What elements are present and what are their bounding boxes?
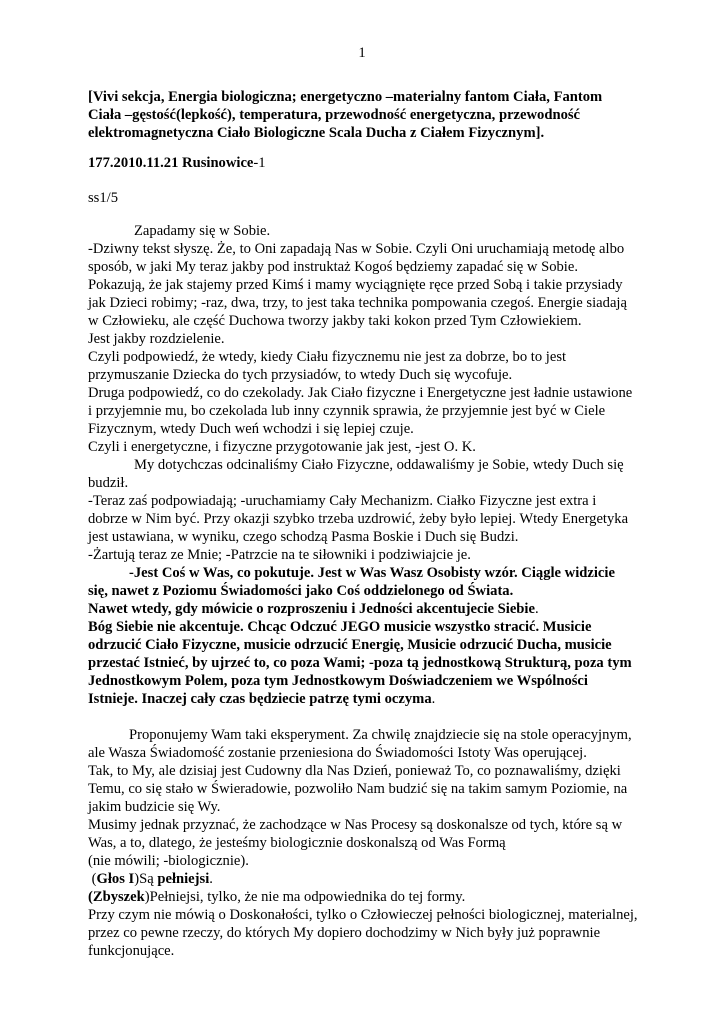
bold-text: pełniejsi xyxy=(157,871,210,887)
heading-line: elektromagnetyczna Ciało Biologiczne Scala Ducha z Ciałem Fizycznym]. xyxy=(88,125,545,141)
document-heading xyxy=(88,88,648,142)
paragraph-line: jak Dzieci robimy; -raz, dwa, trzy, to jest taka technika pompowania czegoś. Energie siadają xyxy=(88,295,627,311)
paragraph-line: -Żartują teraz ze Mnie; -Patrzcie na te siłowniki i podziwiajcie je. xyxy=(88,547,471,563)
bold-text: Nawet wtedy, gdy mówicie o rozproszeniu i Jedności akcentujecie Siebie xyxy=(88,601,535,617)
plain-text: ( xyxy=(91,871,97,887)
paragraph-line: Zapadamy się w Sobie. xyxy=(134,223,271,239)
document-body xyxy=(88,222,648,960)
paragraph-line xyxy=(88,600,648,618)
paragraph-line xyxy=(88,888,648,906)
paragraph-line: Was, a to, dlatego, że jesteśmy biologicznie doskonalszą od Was Formą xyxy=(88,835,506,851)
heading-line: Ciała –gęstość(lepkość), temperatura, przewodność energetyczna, przewodność xyxy=(88,107,581,123)
paragraph-line: (nie mówili; -biologicznie). xyxy=(88,853,249,869)
paragraph-line: jakim budzicie się Wy. xyxy=(88,799,221,815)
paragraph-line: -Teraz zaś podpowiadają; -uruchamiamy Cały Mechanizm. Ciałko Fizyczne jest extra i xyxy=(88,493,597,509)
paragraph-line: przymuszanie Dziecka do tych przysiadów, to wtedy Duch się wycofuje. xyxy=(88,367,513,383)
paragraph-line: -Dziwny tekst słyszę. Że, to Oni zapadają Nas w Sobie. Czyli Oni uruchamiają metodę albo xyxy=(88,241,625,257)
paragraph-line: Temu, co się stało w Świeradowie, pozwoliło Nam budzić się na takim samym Poziomie, na xyxy=(88,781,628,797)
paragraph-line: odrzucić Ciało Fizyczne, musicie odrzucić Energię, Musicie odrzucić Ducha, musicie xyxy=(88,637,612,653)
plain-text: . xyxy=(209,871,213,887)
plain-text: )Pełniejsi, tylko, że nie ma odpowiednika do tej formy. xyxy=(144,889,466,905)
session-code: 177.2010.11.21 Rusinowice xyxy=(88,155,254,171)
paragraph-line: dobrze w Nim być. Przy okazji szybko trzeba uzdrowić, żeby było lepiej. Wtedy Energetyka xyxy=(88,511,629,527)
plain-text: )Są xyxy=(134,871,158,887)
speaker-label: (Zbyszek xyxy=(88,889,145,905)
paragraph-line: w Człowieku, ale część Duchowa tworzy jakby taki kokon przed Tym Człowiekiem. xyxy=(88,313,582,329)
paragraph-line: się, nawet z Poziomu Świadomości jako Coś oddzielonego od Świata. xyxy=(88,583,514,599)
paragraph-line: Druga podpowiedź, co do czekolady. Jak Ciało fizyczne i Energetyczne jest ładnie ustawione xyxy=(88,385,633,401)
paragraph-line xyxy=(88,690,648,708)
paragraph-line: przez co pewne rzeczy, do których My dopiero dochodzimy w Nich były już poprawnie xyxy=(88,925,601,941)
session-identifier xyxy=(88,154,266,172)
paragraph-line: -Jest Coś w Was, co pokutuje. Jest w Was Wasz Osobisty wzór. Ciągle widzicie xyxy=(129,565,615,581)
section-marker: ss1/5 xyxy=(88,190,119,206)
paragraph-line: budził. xyxy=(88,475,129,491)
page-number: 1 xyxy=(358,45,366,61)
paragraph-line: funkcjonujące. xyxy=(88,943,175,959)
paragraph-line: Jest jakby rozdzielenie. xyxy=(88,331,225,347)
plain-text: . xyxy=(431,691,436,707)
session-suffix: -1 xyxy=(253,155,266,171)
paragraph-line: Pokazują, że jak stajemy przed Kimś i mamy wyciągnięte ręce przed Sobą i takie przysiady xyxy=(88,277,623,293)
paragraph-spacer xyxy=(88,708,648,726)
paragraph-line: Czyli i energetyczne, i fizyczne przygotowanie jak jest, -jest O. K. xyxy=(88,439,476,455)
paragraph-line: Bóg Siebie nie akcentuje. Chcąc Odczuć JEGO musicie wszystko stracić. Musicie xyxy=(88,619,592,635)
paragraph-line: Musimy jednak przyznać, że zachodzące w Nas Procesy są doskonalsze od tych, które są w xyxy=(88,817,623,833)
paragraph-line: Czyli podpowiedź, że wtedy, kiedy Ciału fizycznemu nie jest za dobrze, bo to jest xyxy=(88,349,567,365)
paragraph-line: ale Wasza Świadomość zostanie przeniesiona do Świadomości Istoty Was operującej. xyxy=(88,745,587,761)
paragraph-line: i przyjemnie mu, bo czekolada lub inny czynnik sprawia, że przyjemnie jest być w Ciele xyxy=(88,403,606,419)
paragraph-line: My dotychczas odcinaliśmy Ciało Fizyczne, oddawaliśmy je Sobie, wtedy Duch się xyxy=(134,457,624,473)
paragraph-line: Tak, to My, ale dzisiaj jest Cudowny dla Nas Dzień, ponieważ To, co poznawaliśmy, dzięki xyxy=(88,763,621,779)
paragraph-line: Fizycznym, wtedy Duch weń wchodzi i się lepiej czuje. xyxy=(88,421,414,437)
paragraph-line: Proponujemy Wam taki eksperyment. Za chwilę znajdziecie się na stole operacyjnym, xyxy=(129,727,632,743)
paragraph-line: przestać Istnieć, by ujrzeć to, co poza Wami; -poza tą jednostkową Strukturą, poza tym xyxy=(88,655,632,671)
paragraph-line: Przy czym nie mówią o Doskonałości, tylko o Człowieczej pełności biologicznej, materialnej, xyxy=(88,907,638,923)
bold-text: Istnieje. Inaczej cały czas będziecie patrzę tymi oczyma xyxy=(88,691,432,707)
heading-line: [Vivi sekcja, Energia biologiczna; energetyczno –materialny fantom Ciała, Fantom xyxy=(88,89,603,105)
paragraph-line: Jednostkowym Polem, poza tym Jednostkowym Doświadczeniem we Wspólności xyxy=(88,673,588,689)
speaker-label: Głos I xyxy=(96,871,135,887)
paragraph-line: sposób, w jaki My teraz jakby pod instruktaż Kogoś będziemy zapadać się w Sobie. xyxy=(88,259,578,275)
paragraph-line xyxy=(88,870,648,888)
plain-text: . xyxy=(534,601,539,617)
paragraph-line: jest ustawiana, w wyniku, czego schodzą Pasma Boskie i Duch się Budzi. xyxy=(88,529,519,545)
